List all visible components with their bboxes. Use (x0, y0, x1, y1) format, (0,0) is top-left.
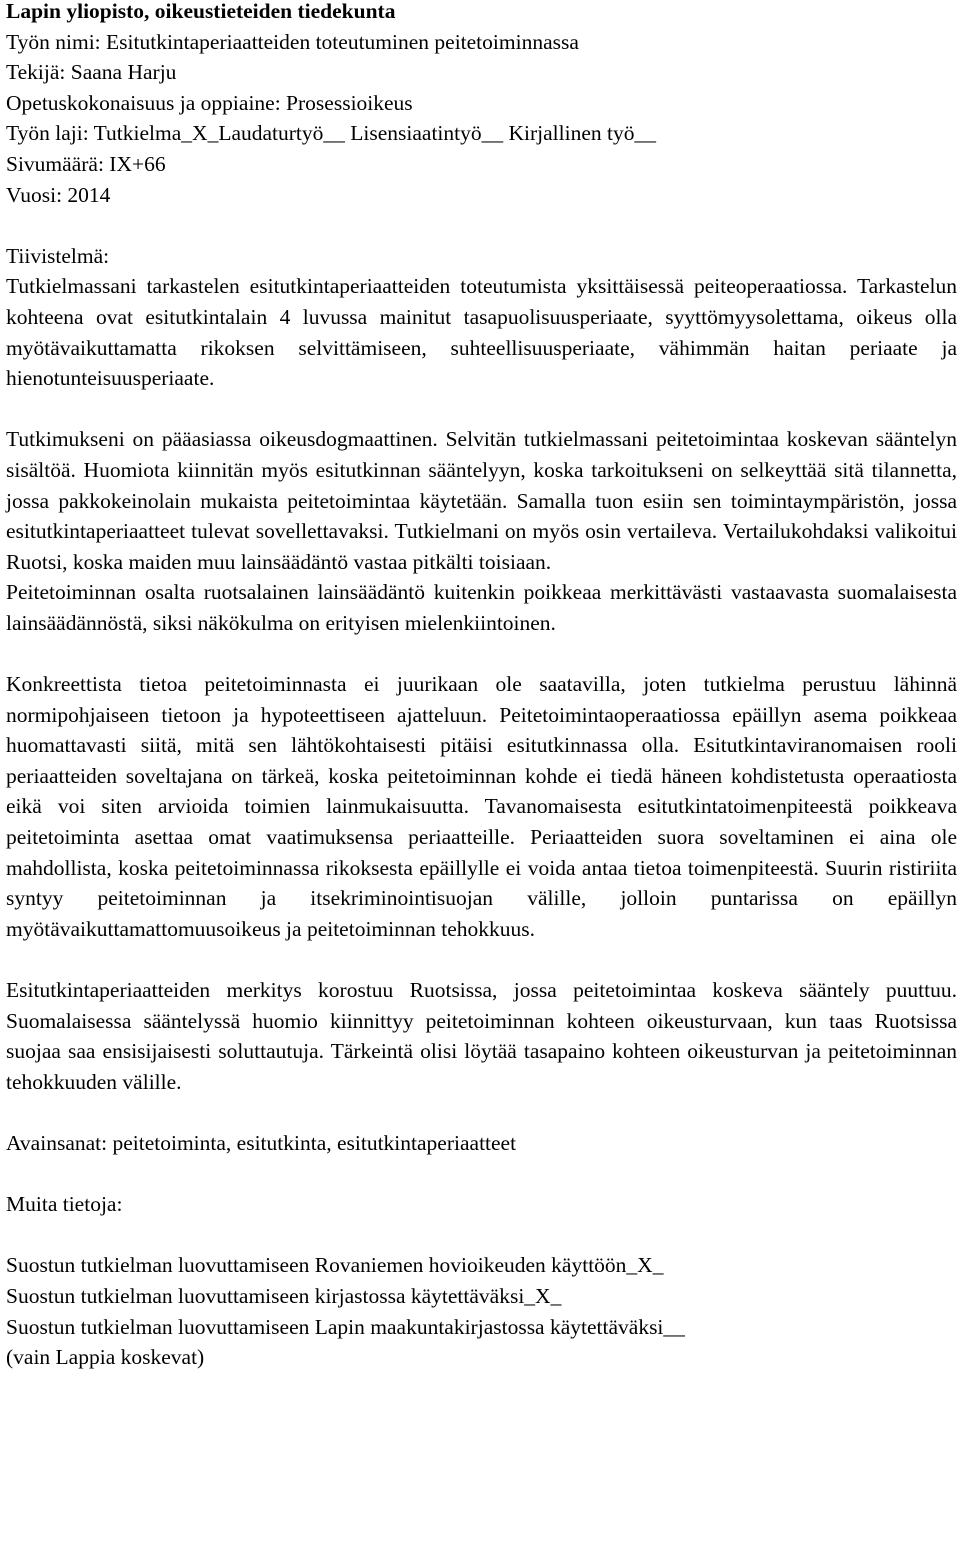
other-info-heading: Muita tietoja: (6, 1192, 123, 1217)
document-page (6, 0, 957, 1373)
spacer (6, 1097, 957, 1128)
keywords-line: Avainsanat: peitetoiminta, esitutkinta, esitutkintaperiaatteet (6, 1130, 517, 1155)
spacer (6, 394, 957, 425)
work-type-line: Työn laji: Tutkielma_X_Laudaturtyö__ Lisensiaatintyö__ Kirjallinen työ__ (6, 121, 656, 146)
faculty-heading: Lapin yliopisto, oikeustieteiden tiedekunta (6, 0, 396, 23)
consent-line-hovioikeus: Suostun tutkielman luovuttamiseen Rovaniemen hovioikeuden käyttöön_X_ (6, 1253, 664, 1278)
consent-line-provincial-library: Suostun tutkielman luovuttamiseen Lapin maakuntakirjastossa käytettäväksi__ (6, 1314, 685, 1339)
year-line: Vuosi: 2014 (6, 182, 111, 207)
spacer (6, 944, 957, 975)
spacer (6, 638, 957, 669)
thesis-title-line: Työn nimi: Esitutkintaperiaatteiden toteutuminen peitetoiminnassa (6, 29, 579, 54)
abstract-heading: Tiivistelmä: (6, 243, 110, 268)
subject-line: Opetuskokonaisuus ja oppiaine: Prosessioikeus (6, 90, 413, 115)
spacer (6, 1220, 957, 1251)
abstract-paragraph-3: Peitetoiminnan osalta ruotsalainen lainsäädäntö kuitenkin poikkeaa merkittävästi vastaavasta suomalaisesta lainsäädännöstä, siksi näkökulma on erityisen mielenkiintoinen. (6, 580, 957, 635)
consent-line-library: Suostun tutkielman luovuttamiseen kirjastossa käytettäväksi_X_ (6, 1283, 562, 1308)
spacer (6, 210, 957, 241)
abstract-paragraph-1: Tutkielmassani tarkastelen esitutkintaperiaatteiden toteutumista yksittäisessä peiteoperaatiossa. Tarkastelun kohteena ovat esitutkintalain 4 luvussa mainitut tasapuolisuusperiaate, syyttömyysolettama, oikeus olla myötävaikuttamatta rikoksen selvittämiseen, suhteellisuusperiaate, vähimmän haitan periaate ja hienotunteisuusperiaate. (6, 274, 957, 391)
abstract-paragraph-5: Esitutkintaperiaatteiden merkitys korostuu Ruotsissa, jossa peitetoimintaa koskeva sääntely puuttuu. Suomalaisessa sääntelyssä huomio kiinnittyy peitetoiminnan kohteen oikeusturvaan, kun taas Ruotsissa suojaa saa ensisijaisesti soluttautuja. Tärkeintä olisi löytää tasapaino kohteen oikeusturvan ja peitetoiminnan tehokkuuden välille. (6, 978, 957, 1094)
abstract-paragraph-4: Konkreettista tietoa peitetoiminnasta ei juurikaan ole saatavilla, joten tutkielma perustuu lähinnä normipohjaiseen tietoon ja hypoteettiseen ajatteluun. Peitetoimintaoperaatiossa epäillyn asema poikkeaa huomattavasti siitä, mitä sen lähtökohtaisesti pitäisi esitutkinnassa olla. Esitutkintaviranomaisen rooli periaatteiden soveltajana on tärkeä, koska peitetoiminnan kohde ei tiedä häneen kohdistetusta operaatiosta eikä voi siten arvioida toimien lainmukaisuutta. Tavanomaisesta esitutkintatoimenpiteestä poikkeava peitetoiminta asettaa omat vaatimuksensa periaatteille. Periaatteiden suora soveltaminen ei aina ole mahdollista, koska peitetoiminnassa rikoksesta epäillylle ei voida antaa tietoa toimenpiteestä. Suurin ristiriita syntyy peitetoiminnan ja itsekriminointisuojan välille, jolloin puntarissa on epäillyn myötävaikuttamattomuusoikeus ja peitetoiminnan tehokkuus. (6, 672, 957, 941)
page-count-line: Sivumäärä: IX+66 (6, 151, 166, 176)
spacer (6, 1159, 957, 1190)
abstract-paragraph-2: Tutkimukseni on pääasiassa oikeusdogmaattinen. Selvitän tutkielmassani peitetoimintaa koskevan sääntelyn sisältöä. Huomiota kiinnitän myös esitutkinnan sääntelyyn, koska tarkoitukseni on selkeyttää sitä tilannetta, jossa pakkokeinolain mukaista peitetoimintaa käytetään. Samalla tuon esiin sen toimintaympäristön, jossa esitutkintaperiaatteet tulevat sovellettavaksi. Tutkielmani on myös osin vertaileva. Vertailukohdaksi valikoitui Ruotsi, koska maiden muu lainsäädäntö vastaa pitkälti toisiaan. (6, 427, 957, 574)
author-line: Tekijä: Saana Harju (6, 60, 177, 85)
consent-note: (vain Lappia koskevat) (6, 1345, 205, 1370)
